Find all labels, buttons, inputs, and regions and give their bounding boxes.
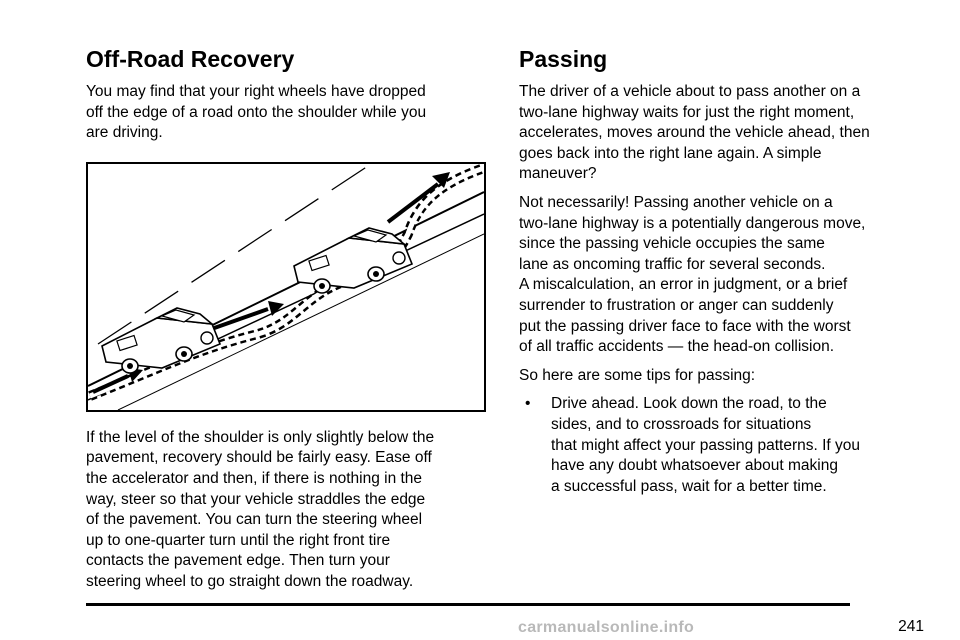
bullet-text: Drive ahead. Look down the road, to the sides, and to crossroads for situations that might affect your passing patterns. If you have any doubt whatsoever about making a successful pass, wait for a better time. xyxy=(551,395,861,495)
footer-rule xyxy=(86,603,850,606)
pickup-truck-rear xyxy=(102,308,220,373)
paragraph-intro: You may find that your right wheels have dropped off the edge of a road onto the shoulder while you are driving. xyxy=(86,83,427,142)
paragraph-passing-danger: Not necessarily! Passing another vehicle on a two-lane highway is a potentially dangerous move, since the passing vehicle occupies the same lane as oncoming traffic for several seconds. A miscalculation, an error in judgment, or a brief surrender to frustration or anger can suddenly put the passing driver face to face with the worst of all traffic accidents — the head-on collision. xyxy=(519,193,866,356)
watermark: carmanualsonline.info xyxy=(518,619,695,636)
illustration-svg xyxy=(88,164,484,410)
page-number: 241 xyxy=(898,618,924,635)
bullet-icon: • xyxy=(525,395,531,413)
off-road-recovery-illustration xyxy=(86,162,486,412)
bullet-item xyxy=(519,394,929,497)
heading-passing: Passing xyxy=(519,46,608,72)
left-column xyxy=(86,44,492,601)
heading-off-road-recovery: Off-Road Recovery xyxy=(86,46,295,72)
paragraph-passing-intro: The driver of a vehicle about to pass another on a two-lane highway waits for just the right moment, accelerates, moves around the vehicle ahead, then goes back into the right lane again. A simple maneuver? xyxy=(519,83,870,183)
pickup-truck-front xyxy=(294,228,412,293)
right-column xyxy=(519,44,929,505)
paragraph-passing-tips-intro: So here are some tips for passing: xyxy=(519,366,756,384)
paragraph-recovery-steps: If the level of the shoulder is only slightly below the pavement, recovery should be fairly easy. Ease off the accelerator and then, if there is nothing in the way, steer so that your vehicle straddles the edge of the pavement. You can turn the steering wheel up to one-quarter turn until the right front tire contacts the pavement edge. Then turn your steering wheel to go straight down the roadway. xyxy=(86,428,435,590)
